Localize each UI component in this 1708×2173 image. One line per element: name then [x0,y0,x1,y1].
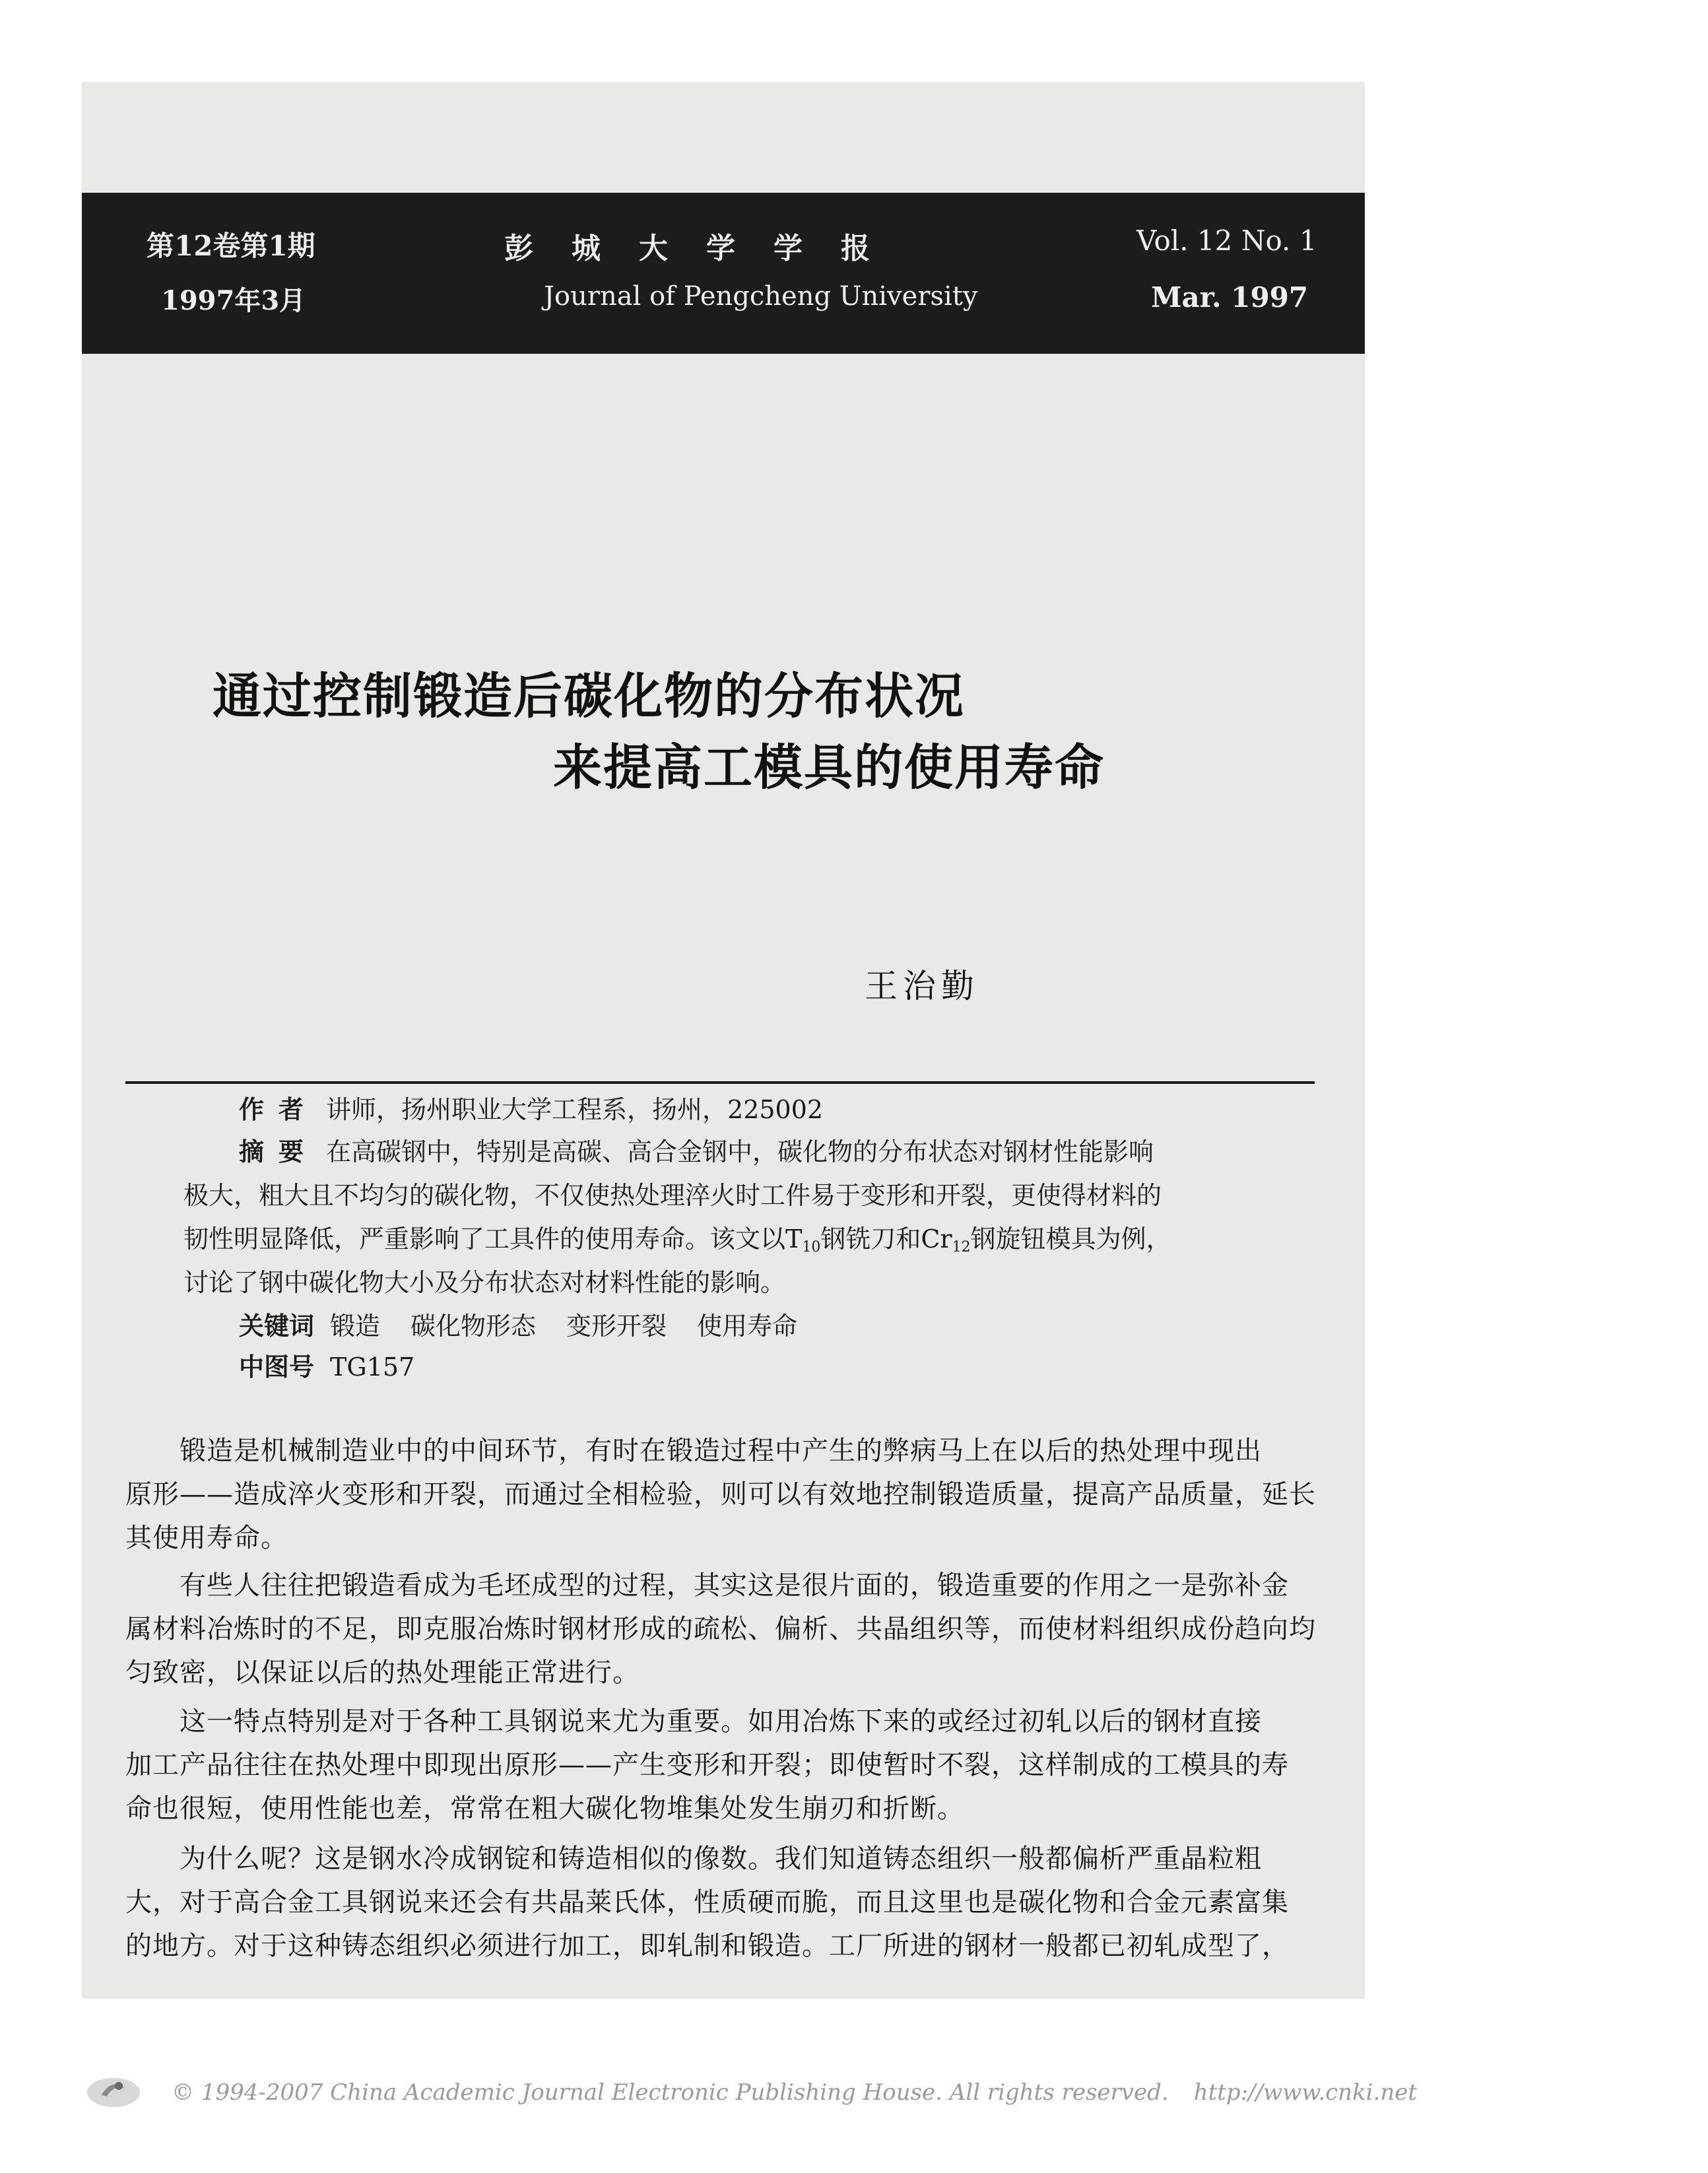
clc-value: TG157 [330,1353,415,1382]
abstract-text-1: 在高碳钢中，特别是高碳、高合金钢中，碳化物的分布状态对钢材性能影响 [326,1137,1154,1166]
keyword: 锻造 [330,1312,381,1341]
abstract-label: 摘要 [239,1137,319,1166]
body-line: 这一特点特别是对于各种工具钢说来尤为重要。如用冶炼下来的或经过初轧以后的钢材直接 [180,1706,1262,1737]
body-line: 的地方。对于这种铸态组织必须进行加工，即轧制和锻造。工厂所进的钢材一般都已初轧成型了， [125,1931,1289,1961]
divider [125,1081,1315,1084]
abstract-text-3c: 钢旋钮模具为例， [970,1224,1171,1254]
article-title-line1: 通过控制锻造后碳化物的分布状况 [213,668,965,725]
copyright-footer [172,2079,1417,2106]
body-line: 有些人往往把锻造看成为毛坯成型的过程，其实这是很片面的，锻造重要的作用之一是弥补金 [180,1570,1289,1601]
volume-issue-en: Vol. 12 No. 1 [1136,224,1317,257]
copyright-text: © 1994-2007 China Academic Journal Electronic Publishing House. All rights reserved. [172,2079,1169,2106]
keywords-line [239,1306,828,1342]
body-line: 属材料冶炼时的不足，即克服冶炼时钢材形成的疏松、偏析、共晶组织等，而使材料组织成份趋向均 [125,1614,1316,1644]
keyword: 碳化物形态 [411,1312,537,1341]
body-line: 其使用寿命。 [125,1523,288,1553]
abstract-text-3a: 韧性明显降低，严重影响了工具件的使用寿命。该文以T [183,1224,803,1254]
cnki-logo-icon [82,2066,145,2114]
subscript-10: 10 [802,1239,821,1255]
body-line: 原形——造成淬火变形和开裂，而通过全相检验，则可以有效地控制锻造质量，提高产品质量，延长 [125,1479,1316,1510]
journal-header [82,193,1365,354]
body-line: 加工产品往往在热处理中即现出原形——产生变形和开裂；即使暂时不裂，这样制成的工模具的寿 [125,1750,1289,1780]
abstract-line [239,1131,1154,1168]
journal-name-en: Journal of Pengcheng University [544,281,978,312]
footer-url[interactable]: http://www.cnki.net [1193,2079,1418,2106]
clc-line [239,1347,414,1383]
volume-issue-cn: 第12卷第1期 [147,230,315,262]
body-line: 命也很短，使用性能也差，常常在粗大碳化物堆集处发生崩刃和折断。 [125,1793,964,1824]
body-line: 匀致密，以保证以后的热处理能正常进行。 [125,1657,640,1688]
journal-name-cn: 彭城大学学报 [504,232,908,265]
keyword: 变形开裂 [566,1312,667,1341]
body-line: 为什么呢？这是钢水冷成钢锭和铸造相似的像数。我们知道铸态组织一般都偏析严重晶粒粗 [180,1844,1262,1874]
abstract-text-3b: 钢铣刀和Cr [820,1224,952,1254]
abstract-text-2: 极大，粗大且不均匀的碳化物，不仅使热处理淬火时工件易于变形和开裂，更使得材料的 [183,1181,1162,1210]
body-line: 大，对于高合金工具钢说来还会有共晶莱氏体，性质硬而脆，而且这里也是碳化物和合金元素富集 [125,1887,1289,1918]
abstract-text-3 [183,1219,1171,1255]
article-title-line2: 来提高工模具的使用寿命 [553,739,1105,796]
body-line: 锻造是机械制造业中的中间环节，有时在锻造过程中产生的弊病马上在以后的热处理中现出 [180,1436,1262,1466]
author-info-line [239,1089,823,1125]
keyword: 使用寿命 [697,1312,798,1341]
date-en: Mar. 1997 [1151,281,1309,314]
author-info: 讲师，扬州职业大学工程系，扬州，225002 [326,1095,824,1124]
abstract-text-4: 讨论了钢中碳化物大小及分布状态对材料性能的影响。 [183,1268,786,1297]
date-cn: 1997年3月 [161,285,306,316]
author-name: 王治勤 [865,967,979,1005]
subscript-12: 12 [952,1239,971,1255]
author-label: 作者 [239,1094,319,1124]
keywords-label: 关键词 [239,1311,315,1341]
clc-label: 中图号 [239,1352,315,1382]
